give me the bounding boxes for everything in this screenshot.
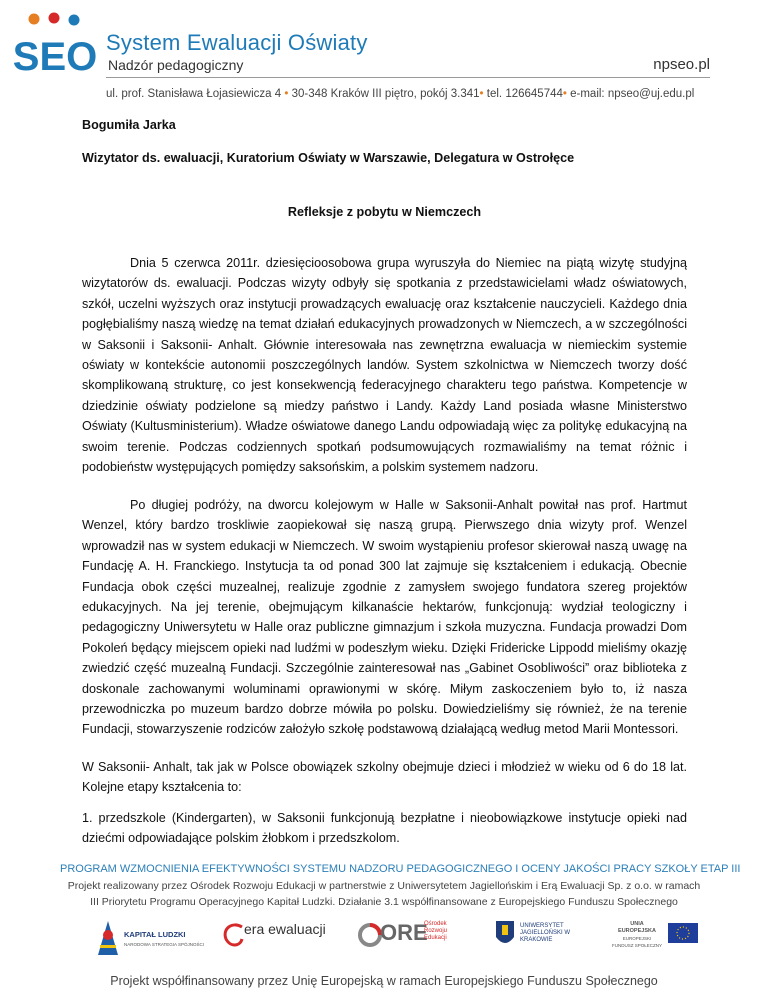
brand-subtitle: Nadzór pedagogiczny bbox=[108, 57, 244, 73]
uj-crest-icon bbox=[494, 919, 516, 949]
era-ewaluacji-logo bbox=[222, 915, 332, 959]
contact-address bbox=[106, 88, 710, 100]
kl-title: KAPITAŁ LUDZKI bbox=[124, 930, 186, 939]
eu-flag-icon bbox=[668, 923, 698, 943]
kapital-ludzki-logo bbox=[96, 915, 206, 959]
paragraph-2: Po długiej podróży, na dworcu kolejowym w Halle w Saksonii-Anhalt powitał nas prof. Hartmut Wenzel, który bardzo troskliwie zaopiekował się naszą grupą. Pierwszego dnia wizyty prof. Wenzel wprowadził nas w system edukacji w Niemczech. W swoim wystąpieniu profesor skierował naszą uwagę na Fundację A. H. Franckiego. Instytucja ta od ponad 300 lat zajmuje się kształceniem i edukacją. Obecnie Fundacja obok części muzealnej, realizuje zgodnie z zamysłem swojego fundatora szereg projektów edukacyjnych. Na jej terenie, obejmującym kilkanaście hektarów, funkcjonują: wydział teologiczny i pedagogiczny Uniwersytetu w Halle oraz publiczne gimnazjum i szkoła muzyczna. Fundacja prowadzi Dom Pokoleń będący miejscem opieki nad ludźmi w podeszłym wieku. Dzięki Fridericke Lippodd mieliśmy okazję zwiedzić część muzealną Fundacji. Szczególnie zainteresował nas „Gabinet Osobliwości” oraz biblioteka z doskonale zachowanymi woluminami oprawionymi w skórę. Miłym zaskoczeniem było to, iż nasza przewodniczka po muzeum bardzo dobrze mówiła po polsku. Dowiedzieliśmy się również, że na terenie Fundacji, stowarzyszenie rodziców założyło szkołę podstawową działającą według metod Marii Montessori. bbox=[82, 498, 687, 737]
separator-dot: • bbox=[562, 88, 567, 100]
kapital-ludzki-icon bbox=[96, 917, 120, 957]
author-name: Bogumiła Jarka bbox=[82, 118, 176, 132]
project-info-line1: Projekt realizowany przez Ośrodek Rozwoju Edukacji w partnerstwie z Uniwersytetem Jagiellońskim i Erą Ewaluacji Sp. z o.o. w ramach bbox=[67, 880, 701, 892]
era-swirl-icon bbox=[222, 921, 246, 951]
address-phone: tel. 126645744 bbox=[486, 88, 563, 100]
brand-url[interactable]: npseo.pl bbox=[653, 56, 710, 73]
paragraph-1: Dnia 5 czerwca 2011r. dziesięcioosobowa grupa wyruszyła do Niemiec na piątą wizytę studyjną wizytatorów ds. ewaluacji. Podczas wizyty odbyły się spotkania z przedstawicielami władz oświatowych, szkół, uczelni wyższych oraz instytucji prowadzących ewaluację oraz kształcenie nauczycieli. Każdego dnia pogłębialiśmy naszą wiedzę na temat działań edukacyjnych prowadzonych w Niemczech, a w szczególności w Saksonii i Saksonii- Anhalt. Głównie interesowała nas zewnętrzna ewaluacja w niemieckim systemie oświaty w kontekście autonomii poszczególnych landów. System szkolnictwa w Niemczech tworzy dość skomplikowaną strukturę, co jest konsekwencją federacyjnego charakteru tego państwa. Kompetencje w dziedzinie oświaty podzielone są miedzy państwo i Landy. Każdy Land posiada własne Ministerstwo Oświaty (Kultusministerium). Władze oświatowe danego Landu odpowiadają więc za politykę edukacyjną na swoim terenie. Podczas codziennych spotkań podsumowujących rozmawialiśmy na temat różnic i podobieństw występujących pomiędzy saksońskim, a polskim systemem nadzoru. bbox=[82, 256, 687, 475]
address-street: ul. prof. Stanisława Łojasiewicza 4 bbox=[106, 88, 282, 100]
uj-logo bbox=[494, 915, 594, 959]
ore-text: ORE bbox=[380, 920, 428, 945]
eu-subtitle: EUROPEJSKI FUNDUSZ SPOŁECZNY bbox=[612, 936, 663, 948]
cofinanced-note: Projekt współfinansowany przez Unię Europejską w ramach Europejskiego Funduszu Społecznego bbox=[110, 974, 658, 988]
separator-dot: • bbox=[479, 88, 484, 100]
ore-circle-icon bbox=[358, 923, 382, 947]
separator-dot: • bbox=[284, 88, 289, 100]
ore-subtitle: Ośrodek Rozwoju Edukacji bbox=[424, 921, 448, 941]
brand-title: System Ewaluacji Oświaty bbox=[106, 30, 368, 55]
kl-subtitle: NARODOWA STRATEGIA SPÓJNOŚCI bbox=[124, 942, 205, 947]
eu-title: UNIA EUROPEJSKA bbox=[618, 921, 656, 934]
era-text: era ewaluacji bbox=[244, 921, 326, 937]
address-email[interactable]: e-mail: npseo@uj.edu.pl bbox=[570, 88, 695, 100]
eu-logo bbox=[612, 915, 708, 959]
ore-logo bbox=[358, 915, 468, 959]
header-divider bbox=[106, 77, 710, 78]
uj-text: UNIWERSYTET JAGIELLOŃSKI W KRAKOWIE bbox=[520, 923, 571, 943]
paragraph-3: W Saksonii- Anhalt, tak jak w Polsce obowiązek szkolny obejmuje dzieci i młodzież w wieku od 6 do 18 lat. Kolejne etapy kształcenia to: bbox=[82, 760, 687, 795]
program-title: PROGRAM WZMOCNIENIA EFEKTYWNOŚCI SYSTEMU NADZORU PEDAGOGICZNEGO I OCENY JAKOŚCI PRACY SZKOŁY ETAP III bbox=[60, 863, 741, 875]
project-info-line2: III Priorytetu Programu Operacyjnego Kapitał Ludzki. Działanie 3.1 współfinansowane z Europejskiego Funduszu Społecznego bbox=[90, 896, 678, 908]
address-city: 30-348 Kraków III piętro, pokój 3.341 bbox=[291, 88, 480, 100]
paragraph-4: 1. przedszkole (Kindergarten), w Saksonii funkcjonują bezpłatne i nieobowiązkowe instytucje opieki nad dziećmi odpowiadające polskim żłobkom i przedszkolom. bbox=[82, 811, 687, 846]
seo-logo bbox=[12, 12, 98, 79]
document-title: Refleksje z pobytu w Niemczech bbox=[287, 205, 482, 219]
logo-text: SEO bbox=[12, 35, 98, 79]
eu-text-block bbox=[612, 921, 662, 949]
author-position: Wizytator ds. ewaluacji, Kuratorium Oświaty w Warszawie, Delegatura w Ostrołęce bbox=[82, 151, 575, 165]
